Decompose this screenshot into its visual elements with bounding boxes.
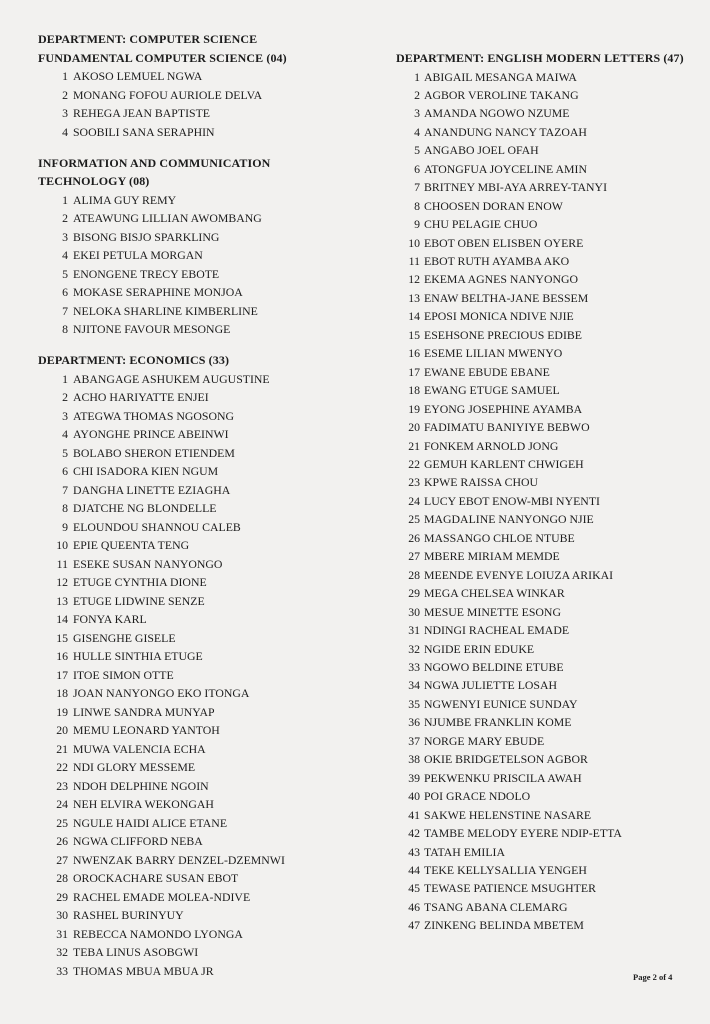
item-number: 16 bbox=[56, 649, 68, 663]
item-number: 15 bbox=[408, 327, 420, 342]
student-name: NEH ELVIRA WEKONGAH bbox=[73, 797, 214, 811]
list-item bbox=[38, 283, 378, 302]
student-name: NDINGI RACHEAL EMADE bbox=[424, 623, 570, 638]
list-item bbox=[396, 160, 706, 178]
student-name: MUWA VALENCIA ECHA bbox=[73, 741, 206, 756]
list-item bbox=[396, 806, 706, 824]
student-name: DJATCHE NG BLONDELLE bbox=[73, 501, 217, 515]
list-item bbox=[396, 824, 706, 842]
list-item bbox=[38, 703, 378, 722]
list-item bbox=[38, 684, 378, 703]
item-number: 4 bbox=[62, 248, 68, 262]
item-number: 9 bbox=[62, 519, 68, 534]
student-name: MEENDE EVENYE LOIUZA ARIKAI bbox=[424, 567, 614, 582]
item-number: 26 bbox=[56, 834, 68, 848]
name-list bbox=[38, 191, 378, 339]
item-number: 41 bbox=[408, 807, 420, 822]
item-number: 3 bbox=[62, 229, 68, 244]
item-number: 30 bbox=[408, 604, 420, 619]
item-number: 31 bbox=[56, 926, 68, 941]
student-name: EPIE QUEENTA TENG bbox=[73, 538, 190, 552]
student-name: TEWASE PATIENCE MSUGHTER bbox=[424, 881, 596, 896]
list-item bbox=[396, 104, 706, 122]
item-number: 12 bbox=[56, 575, 68, 589]
student-name: JOAN NANYONGO EKO ITONGA bbox=[73, 686, 250, 700]
student-name: ENONGENE TRECY EBOTE bbox=[73, 266, 220, 281]
list-item bbox=[38, 592, 378, 611]
student-name: NORGE MARY EBUDE bbox=[424, 733, 545, 748]
item-number: 12 bbox=[408, 272, 420, 287]
list-item bbox=[396, 584, 706, 602]
student-name: GEMUH KARLENT CHWIGEH bbox=[424, 457, 584, 472]
list-item bbox=[38, 462, 378, 481]
student-name: EKEMA AGNES NANYONGO bbox=[424, 272, 579, 287]
student-name: KPWE RAISSA CHOU bbox=[424, 475, 539, 490]
list-item bbox=[396, 141, 706, 159]
student-name: SAKWE HELENSTINE NASARE bbox=[424, 807, 592, 822]
student-name: MOKASE SERAPHINE MONJOA bbox=[73, 285, 243, 299]
item-number: 33 bbox=[408, 660, 420, 674]
list-item bbox=[38, 906, 378, 925]
student-name: ENAW BELTHA-JANE BESSEM bbox=[424, 290, 589, 305]
item-number: 8 bbox=[62, 322, 68, 336]
list-item bbox=[38, 610, 378, 629]
student-name: ATONGFUA JOYCELINE AMIN bbox=[424, 161, 587, 176]
student-name: FADIMATU BANIYIYE BEBWO bbox=[424, 420, 590, 435]
item-number: 45 bbox=[408, 881, 420, 896]
student-name: OKIE BRIDGETELSON AGBOR bbox=[424, 752, 588, 767]
student-name: NJUMBE FRANKLIN KOME bbox=[424, 715, 572, 730]
item-number: 9 bbox=[414, 217, 420, 232]
list-item bbox=[38, 888, 378, 907]
list-item bbox=[38, 444, 378, 463]
student-name: MEMU LEONARD YANTOH bbox=[73, 723, 220, 737]
item-number: 17 bbox=[56, 667, 68, 682]
item-number: 6 bbox=[62, 464, 68, 478]
item-number: 5 bbox=[62, 266, 68, 281]
list-item bbox=[396, 400, 706, 418]
list-item bbox=[38, 869, 378, 888]
list-item bbox=[38, 629, 378, 648]
student-name: ZINKENG BELINDA MBETEM bbox=[424, 918, 584, 933]
item-number: 6 bbox=[62, 285, 68, 299]
item-number: 2 bbox=[414, 87, 420, 102]
student-name: REHEGA JEAN BAPTISTE bbox=[73, 106, 210, 120]
list-item bbox=[38, 209, 378, 228]
list-item bbox=[38, 499, 378, 518]
list-item bbox=[396, 473, 706, 491]
student-name: EBOT RUTH AYAMBA AKO bbox=[424, 254, 570, 269]
section-heading: TECHNOLOGY (08) bbox=[38, 174, 150, 188]
list-item bbox=[396, 418, 706, 436]
student-name: NGWA CLIFFORD NEBA bbox=[73, 834, 203, 848]
item-number: 18 bbox=[408, 383, 420, 398]
list-item bbox=[396, 68, 706, 86]
student-name: ABANGAGE ASHUKEM AUGUSTINE bbox=[73, 371, 270, 386]
item-number: 27 bbox=[408, 549, 420, 564]
item-number: 19 bbox=[56, 704, 68, 719]
item-number: 7 bbox=[414, 180, 420, 195]
student-name: MONANG FOFOU AURIOLE DELVA bbox=[73, 87, 263, 102]
student-name: BRITNEY MBI-AYA ARREY-TANYI bbox=[424, 180, 608, 195]
student-name: THOMAS MBUA MBUA JR bbox=[73, 963, 214, 978]
list-item bbox=[38, 123, 378, 142]
list-item bbox=[396, 197, 706, 215]
list-item bbox=[38, 851, 378, 870]
list-item bbox=[396, 234, 706, 252]
section-heading: DEPARTMENT: ENGLISH MODERN LETTERS (47) bbox=[396, 51, 684, 65]
item-number: 2 bbox=[62, 390, 68, 404]
list-item bbox=[396, 879, 706, 897]
item-number: 32 bbox=[408, 641, 420, 656]
item-number: 14 bbox=[408, 309, 420, 324]
list-item bbox=[396, 86, 706, 104]
list-item bbox=[38, 943, 378, 962]
item-number: 5 bbox=[62, 445, 68, 460]
section-heading: INFORMATION AND COMMUNICATION bbox=[38, 155, 271, 170]
item-number: 7 bbox=[62, 303, 68, 318]
list-item bbox=[38, 962, 378, 981]
student-name: TATAH EMILIA bbox=[424, 844, 505, 859]
student-name: TEBA LINUS ASOBGWI bbox=[73, 945, 199, 959]
list-item bbox=[38, 320, 378, 339]
item-number: 3 bbox=[62, 408, 68, 423]
list-item bbox=[396, 732, 706, 750]
student-name: LUCY EBOT ENOW-MBI NYENTI bbox=[424, 493, 600, 508]
student-name: NGWENYI EUNICE SUNDAY bbox=[424, 696, 578, 711]
item-number: 23 bbox=[408, 475, 420, 490]
item-number: 32 bbox=[56, 945, 68, 959]
student-name: ESEKE SUSAN NANYONGO bbox=[73, 556, 223, 571]
left-column bbox=[38, 30, 378, 980]
list-item bbox=[396, 787, 706, 805]
list-item bbox=[396, 455, 706, 473]
list-item bbox=[396, 676, 706, 694]
item-number: 29 bbox=[56, 889, 68, 904]
list-item bbox=[396, 215, 706, 233]
list-item bbox=[38, 536, 378, 555]
student-name: AYONGHE PRINCE ABEINWI bbox=[73, 427, 229, 441]
student-name: MAGDALINE NANYONGO NJIE bbox=[424, 512, 594, 527]
list-item bbox=[38, 795, 378, 814]
department-section bbox=[38, 351, 378, 980]
student-name: ALIMA GUY REMY bbox=[73, 192, 177, 207]
list-item bbox=[396, 547, 706, 565]
item-number: 7 bbox=[62, 482, 68, 497]
item-number: 4 bbox=[62, 124, 68, 139]
list-item bbox=[38, 740, 378, 759]
list-item bbox=[396, 529, 706, 547]
item-number: 11 bbox=[56, 556, 68, 571]
list-item bbox=[38, 925, 378, 944]
list-item bbox=[396, 326, 706, 344]
student-name: BOLABO SHERON ETIENDEM bbox=[73, 445, 235, 460]
list-item bbox=[38, 814, 378, 833]
item-number: 34 bbox=[408, 678, 420, 693]
item-number: 4 bbox=[62, 427, 68, 441]
student-name: GISENGHE GISELE bbox=[73, 630, 176, 645]
list-item bbox=[396, 916, 706, 934]
list-item bbox=[38, 265, 378, 284]
item-number: 8 bbox=[414, 198, 420, 213]
student-name: TEKE KELLYSALLIA YENGEH bbox=[424, 862, 587, 877]
list-item bbox=[396, 437, 706, 455]
student-name: NGULE HAIDI ALICE ETANE bbox=[73, 815, 228, 830]
item-number: 23 bbox=[56, 778, 68, 793]
item-number: 3 bbox=[62, 106, 68, 120]
item-number: 37 bbox=[408, 733, 420, 748]
item-number: 1 bbox=[62, 192, 68, 207]
item-number: 36 bbox=[408, 715, 420, 730]
department-section bbox=[38, 154, 378, 339]
item-number: 13 bbox=[408, 290, 420, 305]
student-name: ETUGE LIDWINE SENZE bbox=[73, 593, 205, 608]
list-item bbox=[38, 425, 378, 444]
item-number: 22 bbox=[56, 760, 68, 774]
list-item bbox=[396, 270, 706, 288]
student-name: EWANG ETUGE SAMUEL bbox=[424, 383, 560, 398]
student-name: RACHEL EMADE MOLEA-NDIVE bbox=[73, 889, 251, 904]
list-item bbox=[396, 621, 706, 639]
student-name: MASSANGO CHLOE NTUBE bbox=[424, 530, 575, 545]
item-number: 46 bbox=[408, 899, 420, 914]
student-name: BISONG BISJO SPARKLING bbox=[73, 229, 220, 244]
item-number: 22 bbox=[408, 457, 420, 472]
item-number: 25 bbox=[56, 815, 68, 830]
item-number: 47 bbox=[408, 918, 420, 933]
student-name: ESEHSONE PRECIOUS EDIBE bbox=[424, 327, 582, 342]
student-name: ESEME LILIAN MWENYO bbox=[424, 346, 563, 361]
student-name: DANGHA LINETTE EZIAGHA bbox=[73, 482, 231, 497]
item-number: 2 bbox=[62, 211, 68, 225]
student-name: EBOT OBEN ELISBEN OYERE bbox=[424, 235, 584, 250]
student-name: MEGA CHELSEA WINKAR bbox=[424, 586, 565, 601]
student-name: MESUE MINETTE ESONG bbox=[424, 604, 561, 619]
list-item bbox=[396, 381, 706, 399]
item-number: 39 bbox=[408, 770, 420, 785]
item-number: 18 bbox=[56, 686, 68, 700]
list-item bbox=[38, 86, 378, 105]
list-item bbox=[38, 555, 378, 574]
item-number: 21 bbox=[408, 438, 420, 453]
list-item bbox=[396, 510, 706, 528]
student-name: NJITONE FAVOUR MESONGE bbox=[73, 322, 231, 336]
list-item bbox=[396, 843, 706, 861]
list-item bbox=[396, 713, 706, 731]
list-item bbox=[38, 777, 378, 796]
student-name: ANGABO JOEL OFAH bbox=[424, 143, 539, 158]
student-name: PEKWENKU PRISCILA AWAH bbox=[424, 770, 582, 785]
item-number: 15 bbox=[56, 630, 68, 645]
student-name: ANANDUNG NANCY TAZOAH bbox=[424, 124, 587, 139]
list-item bbox=[38, 721, 378, 740]
student-name: ETUGE CYNTHIA DIONE bbox=[73, 575, 207, 589]
student-name: AGBOR VEROLINE TAKANG bbox=[424, 87, 579, 102]
item-number: 33 bbox=[56, 963, 68, 978]
list-item bbox=[38, 407, 378, 426]
list-item bbox=[396, 750, 706, 768]
item-number: 4 bbox=[414, 124, 420, 139]
list-item bbox=[38, 758, 378, 777]
name-list bbox=[396, 68, 706, 935]
student-name: OROCKACHARE SUSAN EBOT bbox=[73, 871, 239, 885]
list-item bbox=[396, 861, 706, 879]
item-number: 2 bbox=[62, 87, 68, 102]
item-number: 3 bbox=[414, 106, 420, 121]
list-item bbox=[396, 289, 706, 307]
department-section bbox=[38, 30, 378, 141]
student-name: NWENZAK BARRY DENZEL-DZEMNWI bbox=[73, 852, 285, 867]
list-item bbox=[396, 640, 706, 658]
item-number: 28 bbox=[408, 567, 420, 582]
item-number: 14 bbox=[56, 612, 68, 626]
list-item bbox=[396, 123, 706, 141]
student-name: CHOOSEN DORAN ENOW bbox=[424, 198, 563, 213]
section-heading: FUNDAMENTAL COMPUTER SCIENCE (04) bbox=[38, 50, 287, 65]
list-item bbox=[396, 898, 706, 916]
item-number: 17 bbox=[408, 364, 420, 379]
list-item bbox=[38, 370, 378, 389]
list-item bbox=[396, 178, 706, 196]
student-name: HULLE SINTHIA ETUGE bbox=[73, 649, 203, 663]
item-number: 43 bbox=[408, 844, 420, 859]
student-name: ELOUNDOU SHANNOU CALEB bbox=[73, 519, 241, 534]
list-item bbox=[38, 518, 378, 537]
section-heading: DEPARTMENT: ECONOMICS (33) bbox=[38, 353, 230, 367]
right-column bbox=[396, 49, 706, 935]
list-item bbox=[396, 492, 706, 510]
item-number: 1 bbox=[62, 371, 68, 386]
item-number: 1 bbox=[414, 69, 420, 84]
student-name: NGOWO BELDINE ETUBE bbox=[424, 660, 564, 674]
student-name: NGWA JULIETTE LOSAH bbox=[424, 678, 558, 693]
name-list bbox=[38, 370, 378, 981]
student-name: FONYA KARL bbox=[73, 612, 147, 626]
student-name: NDOH DELPHINE NGOIN bbox=[73, 778, 209, 793]
list-item bbox=[38, 388, 378, 407]
list-item bbox=[38, 481, 378, 500]
item-number: 10 bbox=[56, 538, 68, 552]
list-item bbox=[38, 228, 378, 247]
list-item bbox=[38, 246, 378, 265]
student-name: SOOBILI SANA SERAPHIN bbox=[73, 124, 215, 139]
item-number: 31 bbox=[408, 623, 420, 638]
list-item bbox=[396, 363, 706, 381]
student-name: EPOSI MONICA NDIVE NJIE bbox=[424, 309, 574, 324]
student-name: CHI ISADORA KIEN NGUM bbox=[73, 464, 219, 478]
item-number: 20 bbox=[408, 420, 420, 435]
list-item bbox=[396, 252, 706, 270]
student-name: ABIGAIL MESANGA MAIWA bbox=[424, 69, 577, 84]
item-number: 20 bbox=[56, 723, 68, 737]
list-item bbox=[38, 67, 378, 86]
item-number: 10 bbox=[408, 235, 420, 250]
item-number: 30 bbox=[56, 908, 68, 922]
student-name: NELOKA SHARLINE KIMBERLINE bbox=[73, 303, 258, 318]
student-name: TAMBE MELODY EYERE NDIP-ETTA bbox=[424, 826, 622, 841]
item-number: 26 bbox=[408, 530, 420, 545]
section-heading: DEPARTMENT: COMPUTER SCIENCE bbox=[38, 32, 258, 46]
student-name: ATEGWA THOMAS NGOSONG bbox=[73, 408, 235, 423]
student-name: LINWE SANDRA MUNYAP bbox=[73, 704, 215, 719]
item-number: 40 bbox=[408, 789, 420, 804]
item-number: 38 bbox=[408, 752, 420, 767]
list-item bbox=[396, 769, 706, 787]
student-name: EYONG JOSEPHINE AYAMBA bbox=[424, 401, 583, 416]
student-name: FONKEM ARNOLD JONG bbox=[424, 438, 559, 453]
item-number: 19 bbox=[408, 401, 420, 416]
item-number: 25 bbox=[408, 512, 420, 527]
item-number: 28 bbox=[56, 871, 68, 885]
student-name: POI GRACE NDOLO bbox=[424, 789, 531, 804]
student-name: ACHO HARIYATTE ENJEI bbox=[73, 390, 209, 404]
item-number: 24 bbox=[56, 797, 68, 811]
page-number: Page 2 of 4 bbox=[633, 972, 673, 982]
list-item bbox=[396, 603, 706, 621]
item-number: 24 bbox=[408, 493, 420, 508]
student-name: EWANE EBUDE EBANE bbox=[424, 364, 550, 379]
list-item bbox=[396, 658, 706, 676]
student-name: AKOSO LEMUEL NGWA bbox=[73, 69, 203, 83]
list-item bbox=[396, 566, 706, 584]
item-number: 42 bbox=[408, 826, 420, 841]
item-number: 6 bbox=[414, 161, 420, 176]
list-item bbox=[38, 666, 378, 685]
list-item bbox=[38, 832, 378, 851]
item-number: 13 bbox=[56, 593, 68, 608]
student-name: RASHEL BURINYUY bbox=[73, 908, 184, 922]
item-number: 21 bbox=[56, 741, 68, 756]
student-name: NGIDE ERIN EDUKE bbox=[424, 641, 535, 656]
item-number: 27 bbox=[56, 852, 68, 867]
item-number: 8 bbox=[62, 501, 68, 515]
item-number: 11 bbox=[408, 254, 420, 269]
list-item bbox=[396, 307, 706, 325]
student-name: REBECCA NAMONDO LYONGA bbox=[73, 926, 243, 941]
list-item bbox=[38, 647, 378, 666]
student-name: AMANDA NGOWO NZUME bbox=[424, 106, 570, 121]
item-number: 29 bbox=[408, 586, 420, 601]
student-name: EKEI PETULA MORGAN bbox=[73, 248, 203, 262]
student-name: TSANG ABANA CLEMARG bbox=[424, 899, 568, 914]
list-item bbox=[38, 191, 378, 210]
name-list bbox=[38, 67, 378, 141]
item-number: 44 bbox=[408, 862, 420, 877]
student-name: CHU PELAGIE CHUO bbox=[424, 217, 538, 232]
student-name: MBERE MIRIAM MEMDE bbox=[424, 549, 560, 564]
student-name: ATEAWUNG LILLIAN AWOMBANG bbox=[73, 211, 262, 225]
list-item bbox=[38, 573, 378, 592]
list-item bbox=[396, 344, 706, 362]
list-item bbox=[396, 695, 706, 713]
list-item bbox=[38, 104, 378, 123]
item-number: 5 bbox=[414, 143, 420, 158]
list-item bbox=[38, 302, 378, 321]
item-number: 16 bbox=[408, 346, 420, 361]
student-name: NDI GLORY MESSEME bbox=[73, 760, 196, 774]
item-number: 1 bbox=[62, 69, 68, 83]
student-name: ITOE SIMON OTTE bbox=[73, 667, 174, 682]
item-number: 35 bbox=[408, 696, 420, 711]
